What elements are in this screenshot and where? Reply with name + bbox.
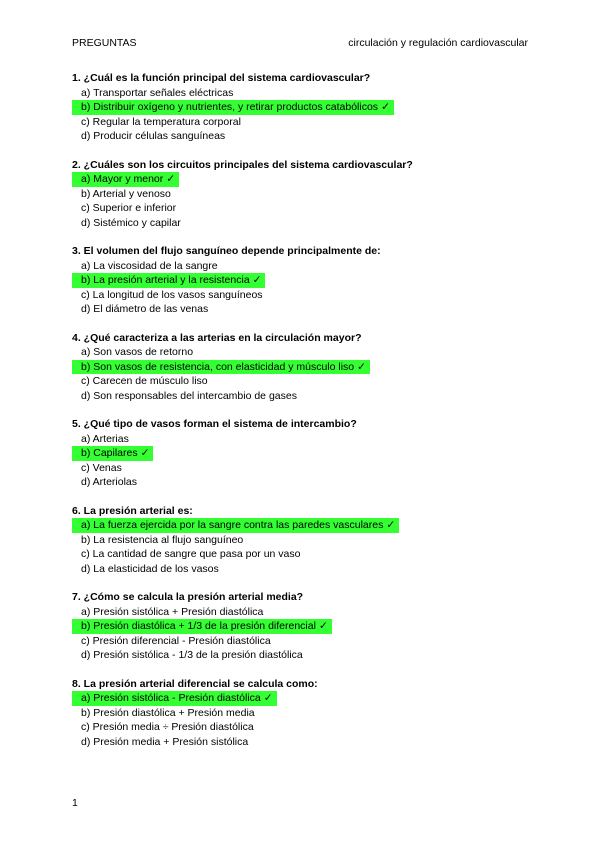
- header-title: PREGUNTAS: [72, 37, 137, 49]
- answer-option: [72, 288, 532, 303]
- answer-option: [72, 187, 532, 202]
- answer-option: [72, 735, 532, 750]
- answer-option: [72, 302, 532, 317]
- answer-text: d) El diámetro de las venas: [81, 303, 209, 315]
- answer-text: a) Son vasos de retorno: [81, 346, 194, 358]
- answer-option: [72, 533, 532, 548]
- question-5: [72, 417, 532, 490]
- answer-text: d) Producir células sanguíneas: [81, 130, 226, 142]
- answer-option: [72, 720, 532, 735]
- answer-option: [72, 605, 532, 620]
- answer-text: d) Son responsables del intercambio de gases: [81, 389, 297, 402]
- checkmark-icon: ✓: [263, 692, 273, 704]
- answer-text: c) Superior e inferior: [81, 202, 177, 214]
- answer-text: b) La presión arterial y la resistencia: [81, 274, 250, 286]
- answer-option: [72, 562, 532, 577]
- answer-text: d) La elasticidad de los vasos: [81, 562, 219, 575]
- answer-text: b) Presión diastólica + Presión media: [81, 706, 255, 719]
- question-title: 5. ¿Qué tipo de vasos forman el sistema de intercambio?: [72, 418, 357, 430]
- checkmark-icon: ✓: [252, 274, 262, 286]
- answer-option-correct: [72, 172, 532, 187]
- answer-text: b) Distribuir oxígeno y nutrientes, y retirar productos catabólicos: [81, 101, 379, 113]
- answer-option-correct: [72, 100, 532, 115]
- answer-option: [72, 461, 532, 476]
- answer-option: [72, 475, 532, 490]
- answer-option-correct: [72, 619, 532, 634]
- answer-text: a) La fuerza ejercida por la sangre contra las paredes vasculares: [81, 519, 384, 531]
- checkmark-icon: ✓: [318, 620, 328, 632]
- answer-option: [72, 345, 532, 360]
- answer-option: [72, 259, 532, 274]
- header-subject: circulación y regulación cardiovascular: [348, 37, 528, 49]
- answer-option-correct: [72, 446, 532, 461]
- answer-option: [72, 706, 532, 721]
- question-title: 7. ¿Cómo se calcula la presión arterial media?: [72, 591, 304, 603]
- answer-text: b) La resistencia al flujo sanguíneo: [81, 533, 244, 546]
- answer-text: c) Venas: [81, 461, 122, 474]
- answer-option-correct: [72, 360, 532, 375]
- checkmark-icon: ✓: [140, 447, 150, 459]
- answer-text: d) Sistémico y capilar: [81, 216, 181, 229]
- checkmark-icon: ✓: [357, 360, 366, 373]
- question-title: 2. ¿Cuáles son los circuitos principales del sistema cardiovascular?: [72, 158, 413, 171]
- answer-option: [72, 86, 532, 101]
- answer-option: [72, 389, 532, 404]
- answer-option: [72, 634, 532, 649]
- checkmark-icon: ✓: [166, 173, 176, 185]
- question-title: 6. La presión arterial es:: [72, 504, 193, 517]
- answer-text: a) Presión sistólica + Presión diastólica: [81, 605, 264, 618]
- question-title: 8. La presión arterial diferencial se calcula como:: [72, 677, 318, 690]
- question-6: [72, 504, 532, 577]
- answer-text: b) Son vasos de resistencia, con elasticidad y músculo liso: [81, 360, 355, 373]
- question-list: [72, 71, 532, 763]
- answer-option-correct: [72, 273, 532, 288]
- answer-text: a) Arterias: [81, 432, 129, 445]
- checkmark-icon: ✓: [381, 101, 390, 113]
- answer-text: c) Regular la temperatura corporal: [81, 115, 241, 128]
- answer-text: a) La viscosidad de la sangre: [81, 259, 218, 272]
- answer-option: [72, 432, 532, 447]
- answer-text: b) Capilares: [81, 447, 138, 459]
- answer-text: c) Presión diferencial - Presión diastólica: [81, 634, 271, 647]
- answer-text: d) Presión sistólica - 1/3 de la presión diastólica: [81, 649, 303, 661]
- question-7: [72, 590, 532, 663]
- answer-option: [72, 129, 532, 144]
- question-title: 4. ¿Qué caracteriza a las arterias en la circulación mayor?: [72, 331, 362, 344]
- answer-text: c) Carecen de músculo liso: [81, 375, 208, 387]
- question-8: [72, 677, 532, 750]
- answer-text: a) Mayor y menor: [81, 173, 164, 185]
- answer-text: b) Arterial y venoso: [81, 187, 171, 200]
- question-title: 3. El volumen del flujo sanguíneo depende principalmente de:: [72, 245, 381, 257]
- answer-text: c) La longitud de los vasos sanguíneos: [81, 288, 263, 301]
- answer-text: d) Arteriolas: [81, 476, 138, 488]
- question-3: [72, 244, 532, 317]
- answer-text: a) Presión sistólica - Presión diastólica: [81, 692, 261, 704]
- question-4: [72, 331, 532, 404]
- answer-text: b) Presión diastólica + 1/3 de la presión diferencial: [81, 620, 316, 632]
- answer-option: [72, 648, 532, 663]
- answer-option: [72, 374, 532, 389]
- page-number: 1: [72, 797, 78, 809]
- answer-option: [72, 216, 532, 231]
- answer-text: a) Transportar señales eléctricas: [81, 86, 234, 99]
- question-2: [72, 158, 532, 231]
- question-1: [72, 71, 532, 144]
- answer-text: d) Presión media + Presión sistólica: [81, 735, 249, 748]
- answer-text: c) La cantidad de sangre que pasa por un vaso: [81, 548, 301, 560]
- answer-option-correct: [72, 691, 532, 706]
- question-title: 1. ¿Cuál es la función principal del sistema cardiovascular?: [72, 72, 371, 84]
- checkmark-icon: ✓: [386, 519, 396, 531]
- answer-option: [72, 201, 532, 216]
- answer-option-correct: [72, 518, 532, 533]
- answer-option: [72, 547, 532, 562]
- answer-text: c) Presión media ÷ Presión diastólica: [81, 721, 254, 733]
- answer-option: [72, 115, 532, 130]
